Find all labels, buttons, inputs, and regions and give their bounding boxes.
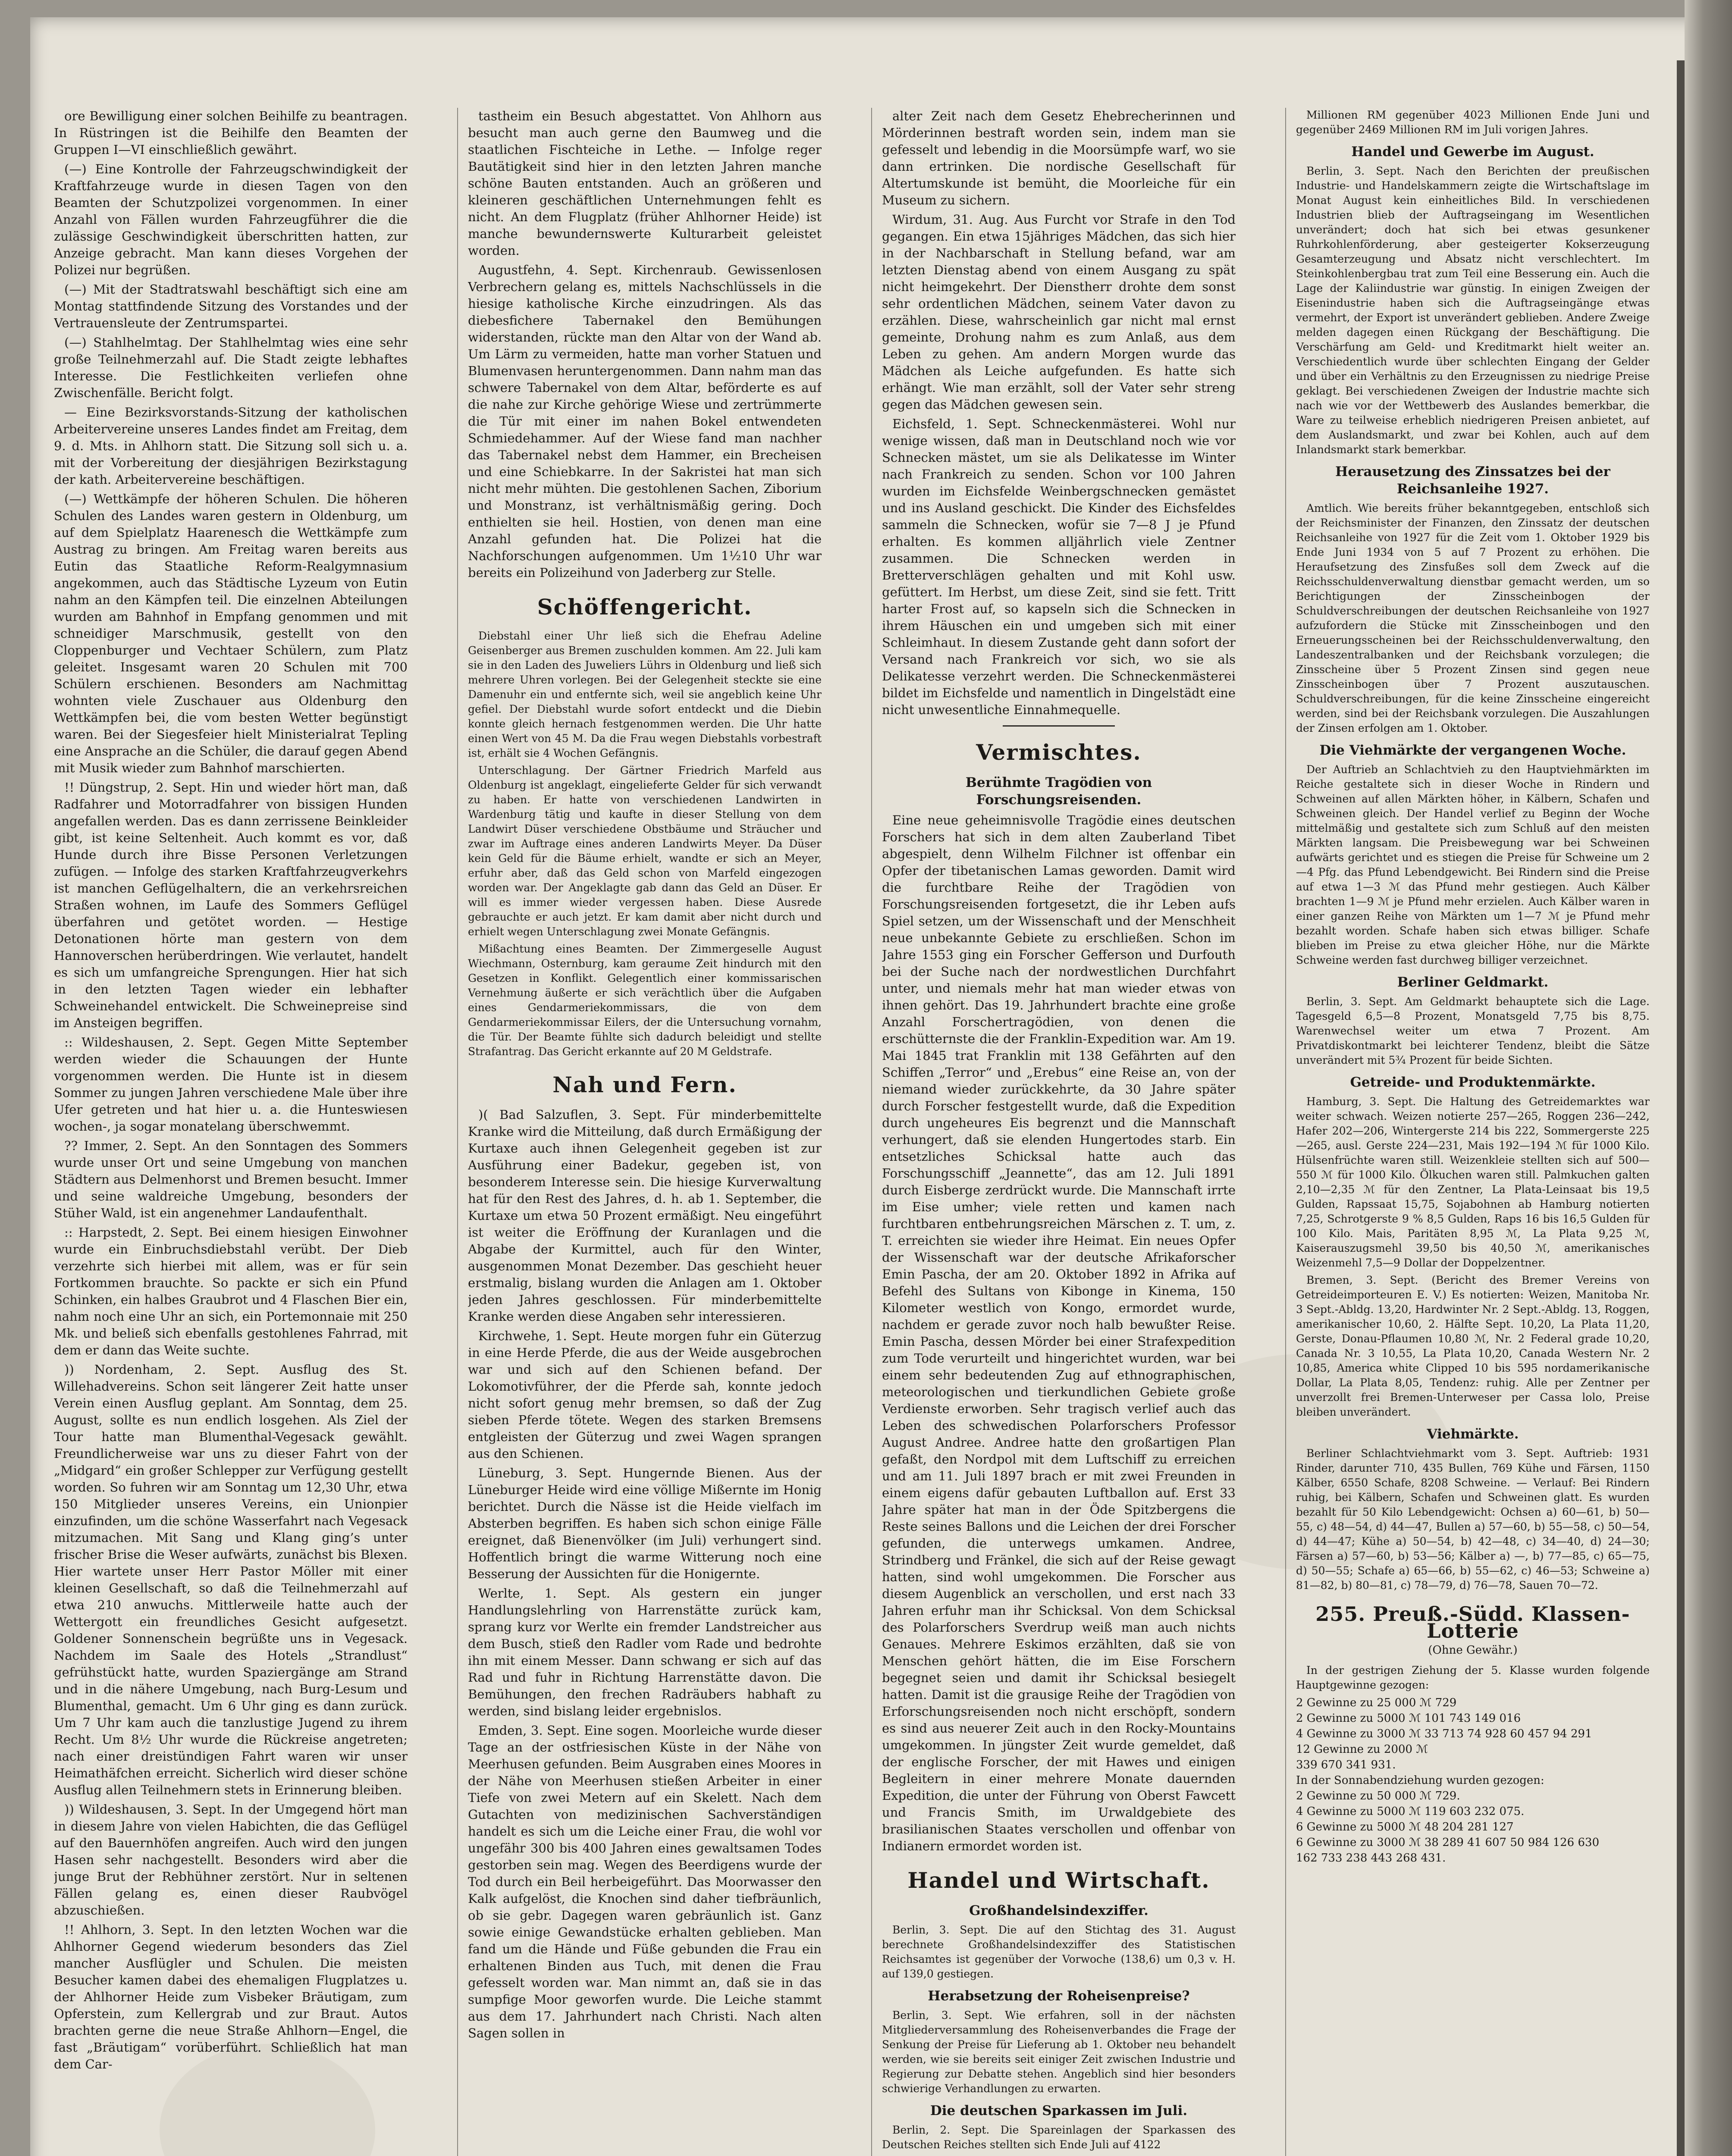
article-paragraph: (—) Stahlhelmtag. Der Stahlhelmtag wies eine sehr große Teilnehmerzahl auf. Die Stadt zeigte lebhaftes Interesse. Die Festlichkeiten verliefen ohne Zwischenfälle. Bericht folgt.	[54, 335, 408, 400]
lottery-disclaimer: (Ohne Gewähr.)	[1428, 1644, 1518, 1657]
article-paragraph: Berliner Schlachtviehmarkt vom 3. Sept. Auftrieb: 1931 Rinder, darunter 710, 435 Bullen, 769 Kühe und Färsen, 1150 Kälber, 6550 Schafe, 8208 Schweine. — Verlauf: Bei Rindern ruhig, bei Kälbern, Schafen und Schweinen glatt. Es wurden bezahlt für 50 Kilo Lebendgewicht: Ochsen a) 60—61, b) 50—55, c) 48—54, d) 44—47, Bullen a) 57—60, b) 55—58, c) 50—54, d) 44—47; Kühe a) 50—54, b) 42—48, c) 34—40, d) 24—30; Färsen a) 57—60, b) 53—56; Kälber a) —, b) 77—85, c) 65—75, d) 50—55; Schafe a) 65—66, b) 55—62, c) 46—53; Schweine a) 81—82, b) 80—81, c) 78—79, d) 76—78, Sauen 70—72.	[1296, 1447, 1650, 1592]
article-paragraph: ore Bewilligung einer solchen Beihilfe zu beantragen. In Rüstringen ist die Beihilfe den Beamten der Gruppen I—VI einschließlich gewährt.	[54, 109, 408, 157]
section-divider	[1003, 725, 1115, 727]
page-gutter	[1677, 60, 1685, 2156]
article-paragraph: Eichsfeld, 1. Sept. Schneckenmästerei. Wohl nur wenige wissen, daß man in Deutschland noch wie vor Schnecken mästet, um sie als Delikatesse im Winter nach Frankreich zu senden. Schon vor 100 Jahren wurden im Eichsfelde Weinbergschnecken gemästet und ins Ausland geschickt. Die Kinder des Eichsfeldes sammeln die Schnecken, wofür sie 7—8 J je Pfund erhalten. Es kommen alljährlich viele Zentner zusammen. Die Schnecken werden in Bretterverschlägen gehalten und mit Kohl usw. gefüttert. Im Herbst, um diese Zeit, sind sie fett. Tritt harter Frost auf, so kapseln sich die Schnecken in ihrem Häuschen ein und umgeben sich mit einer Schleimhaut. In diesem Zustande geht dann sofort der Versand nach Frankreich vor sich, wo sie als Delikatesse verzehrt werden. Die Schneckenmästerei bildet im Eichsfelde und namentlich in Dingelstädt eine nicht unwesentliche Einnahmequelle.	[882, 417, 1236, 717]
article-paragraph: Berlin, 2. Sept. Die Spareinlagen der Sparkassen des Deutschen Reiches stellten sich Ende Juli auf 4122	[882, 2124, 1236, 2151]
lottery-line: 2 Gewinne zu 5000 ℳ 101 743 149 016	[1296, 1712, 1521, 1725]
article-subheading: Die Viehmärkte der vergangenen Woche.	[1319, 743, 1626, 758]
lottery-line: In der Sonnabendziehung wurden gezogen:	[1296, 1774, 1544, 1787]
article-paragraph: Wirdum, 31. Aug. Aus Furcht vor Strafe in den Tod gegangen. Ein etwa 15jähriges Mädchen, das sich hier in der Nachbarschaft in Stellung befand, war am letzten Dienstag abend von einem Ausgang zu spät nicht heimgekehrt. Der Dienstherr drohte dem sonst sehr ordentlichen Mädchen, seinem Vater davon zu erzählen. Diese, wahrscheinlich gar nicht mal ernst gemeinte, Drohung nahm es zum Anlaß, aus dem Leben zu gehen. Am andern Morgen wurde das Mädchen als Leiche aufgefunden. Es hatte sich erhängt. Wie man erzählt, soll der Vater sehr streng gegen das Mädchen gewesen sein.	[882, 212, 1236, 412]
column-rule	[1285, 108, 1286, 2156]
article-paragraph: Bremen, 3. Sept. (Bericht des Bremer Vereins von Getreideimporteuren E. V.) Es notierten: Weizen, Manitoba Nr. 3 Sept.-Abldg. 13,20, Hardwinter Nr. 2 Sept.-Abldg. 13, Roggen, amerikanischer 10,60, 2. Hälfte Sept. 10,20, La Plata 11,20, Gerste, Donau-Pflaumen 10,80 ℳ, Nr. 2 Federal grade 10,20, Canada Nr. 3 10,55, La Plata 10,20, Canada Western Nr. 2 10,85, America white Clipped 10 bis 595 nordamerikanische Dollar, La Plata 8,05, Tendenz: ruhig. Alle per Zentner per unverzollt frei Bremen-Unterweser per Cassa lolo, Preise bleiben unverändert.	[1296, 1274, 1650, 1418]
article-paragraph: :: Harpstedt, 2. Sept. Bei einem hiesigen Einwohner wurde ein Einbruchsdiebstahl verübt. Der Dieb verzehrte sich hierbei mit allem, was er für sein Fortkommen brauchte. So packte er sich ein Pfund Schinken, ein halbes Graubrot und 4 Flaschen Bier ein, nahm noch eine Uhr an sich, ein Portemonnaie mit 250 Mk. und beließ sich ebenfalls gestohlenes Fahrrad, mit dem er dann das Weite suchte.	[54, 1225, 408, 1357]
article-subheading: Herausetzung des Zinssatzes bei der Reichsanleihe 1927.	[1335, 464, 1610, 497]
article-subheading: Berliner Geldmarkt.	[1397, 975, 1549, 990]
lottery-intro: In der gestrigen Ziehung der 5. Klasse wurden folgende Hauptgewinne gezogen:	[1296, 1664, 1650, 1691]
article-paragraph: alter Zeit nach dem Gesetz Ehebrecherinnen und Mörderinnen bestraft worden sein, indem man sie gefesselt und lebendig in die Moorsümpfe warf, wo sie dann ertrinken. Die nordische Gesellschaft für Altertumskunde ist bemüht, die Moorleiche für ein Museum zu sichern.	[882, 109, 1236, 207]
article-paragraph: Berlin, 3. Sept. Wie erfahren, soll in der nächsten Mitgliederversammlung des Roheisenverbandes die Frage der Senkung der Preise für Lieferung ab 1. Oktober neu behandelt werden, wie sie bereits seit einiger Zeit zwischen Industrie und Regierung zur Debatte stehen. Angeblich sind hier besonders schwierige Verhandlungen zu erwarten.	[882, 2009, 1236, 2095]
article-paragraph: Millionen RM gegenüber 4023 Millionen Ende Juni und gegenüber 2469 Millionen RM im Juli vorigen Jahres.	[1296, 109, 1650, 136]
article-paragraph: — Eine Bezirksvorstands-Sitzung der katholischen Arbeitervereine unseres Landes findet am Freitag, dem 9. d. Mts. in Ahlhorn statt. Die Sitzung soll sich u. a. mit der Vorbereitung der diesjährigen Bezirkstagung der kath. Arbeitervereine beschäftigen.	[54, 405, 408, 487]
column-2	[468, 108, 822, 2156]
page-edge	[1685, 0, 1732, 2156]
article-paragraph: )( Bad Salzuflen, 3. Sept. Für minderbemittelte Kranke wird die Mitteilung, daß durch Ermäßigung der Kurtaxe auch ihnen Gelegenheit gegeben ist zur Ausführung einer Badekur, gegeben ist, von besonderem Interesse sein. Die hiesige Kurverwaltung hat für den Rest des Jahres, d. h. ab 1. September, die Kurtaxe um etwa 50 Prozent ermäßigt. Neu eingeführt ist weiter die Eröffnung der Kuranlagen und die Abgabe der Kurmittel, auch für den Winter, ausgenommen Monat Dezember. Das geschieht heuer erstmalig, bislang wurden die Anlagen am 1. Oktober jeden Jahres geschlossen. Für minderbemittelte Kranke werden diese Angaben sehr interessieren.	[468, 1107, 822, 1324]
column-rule	[871, 108, 872, 2156]
article-paragraph: Hamburg, 3. Sept. Die Haltung des Getreidemarktes war weiter schwach. Weizen notierte 257—265, Roggen 236—242, Hafer 202—206, Wintergerste 214 bis 222, Sommergerste 225—265, ausl. Gerste 224—231, Mais 192—194 ℳ für 1000 Kilo. Hülsenfrüchte waren still. Weizenkleie stellten sich auf 500—550 ℳ für 1000 Kilo. Ölkuchen waren still. Palmkuchen galten 2,10—2,35 ℳ für den Zentner, La Plata-Leinsaat bis 19,5 Gulden, Rapssaat 15,75, Sojabohnen ab Hamburg notierten 7,25, Schrotgerste 9 % 8,5 Gulden, Raps 16 bis 16,5 Gulden für 100 Kilo. Mais, Paritäten 8,95 ℳ, La Plata 9,25 ℳ, Kaiserauszugsmehl 39,50 bis 40,50 ℳ, amerikanisches Weizenmehl 7,5—9 Dollar der Doppelzentner.	[1296, 1095, 1650, 1269]
court-report: Unterschlagung. Der Gärtner Friedrich Marfeld aus Oldenburg ist angeklagt, eingelieferte Gelder für sich verwandt zu haben. Er hatte von verschiedenen Landwirten in Wardenburg tätig und kaufte in dieser Stellung von dem Landwirt Düser verschiedene Obstbäume und Sträucher und zwar im Auftrage eines anderen Landwirts Meyer. Da Düser kein Geld für die Bäume erhielt, wandte er sich an Meyer, erfuhr aber, daß das Geld schon von Marfeld eingezogen worden war. Der Angeklagte gab dann das Geld an Düser. Er will es immer wieder vergessen haben. Diese Ausrede gebrauchte er auch jetzt. Er kam damit aber nicht durch und erhielt wegen Unterschlagung zwei Monate Gefängnis.	[468, 764, 822, 938]
column-1	[54, 108, 408, 2156]
article-paragraph: )) Nordenham, 2. Sept. Ausflug des St. Willehadvereins. Schon seit längerer Zeit hatte unser Verein einen Ausflug geplant. Am Sonntag, dem 25. August, sollte es nun endlich losgehen. Als Ziel der Tour hatte man Blumenthal-Vegesack gewählt. Freundlicherweise war uns zu dieser Fahrt von der „Midgard“ ein großer Schlepper zur Verfügung gestellt worden. So fuhren wir am Sonntag um 12,30 Uhr, etwa 150 Mitglieder unseres Vereins, ein Unionpier einzufinden, um die schöne Wasserfahrt nach Vegesack mitzumachen. Mit Sang und Klang ging’s unter frischer Brise die Weser aufwärts, zunächst bis Blexen. Hier wartete unser Herr Pastor Möller mit einer kleinen Gesellschaft, so daß die Teilnehmerzahl auf etwa 210 anwuchs. Mittlerweile hatte auch der Wettergott ein freundliches Gesicht aufgesetzt. Goldener Sonnenschein begrüßte uns in Vegesack. Nachdem im Saale des Hotels „Strandlust“ gefrühstückt hatte, wurden Spaziergänge am Strand und in die nähere Umgebung, nach Burg-Lesum und Blumenthal, gemacht. Um 6 Uhr ging es dann zurück. Um 7 Uhr kam auch die tanzlustige Jugend zu ihrem Recht. Um 8½ Uhr wurde die Rückreise angetreten; nach einer dreistündigen Fahrt waren wir unser Heimathäfchen erreicht. Sicherlich wird dieser schöne Ausflug allen Teilnehmern stets in Erinnerung bleiben.	[54, 1362, 408, 1797]
article-paragraph: Der Auftrieb an Schlachtvieh zu den Hauptviehmärkten im Reiche gestaltete sich in dieser Woche in Rindern und Schweinen auf allen Märkten höher, in Kälbern, Schafen und Schweinen gleich. Der Handel verlief zu Beginn der Woche mittelmäßig und gestaltete sich zum Schluß auf den meisten Märkten langsam. Die Preisbewegung war bei Schweinen aufwärts gerichtet und es stiegen die Preise für Schweine um 2—4 Pfg. das Pfund Lebendgewicht. Bei Rindern sind die Preise auf etwa 1—3 ℳ das Pfund mehr gestiegen. Auch Kälber brachten 1—9 ℳ je Pfund mehr erzielen. Auch Kälber waren in einer ganzen Reihe von Märkten um 1—7 ℳ je Pfund mehr bezahlt worden. Schafe haben sich etwas billiger. Schafe blieben im Preise zu etwa gleicher Höhe, nur die Märkte Schweine werden fast durchweg billiger verzeichnet.	[1296, 763, 1650, 966]
lottery-line: 4 Gewinne zu 3000 ℳ 33 713 74 928 60 457 94 291	[1296, 1727, 1592, 1740]
article-paragraph: Berlin, 3. Sept. Nach den Berichten der preußischen Industrie- und Handelskammern zeigte die Wirtschaftslage im Monat August kein einheitliches Bild. In verschiedenen Industrien blieb der Auftragseingang im Wesentlichen unverändert; doch hat sich bei etwas gesunkener Ruhrkohlenförderung, aber gesteigerter Kokserzeugung Gesamterzeugung und Absatz nicht verschlechtert. Im Steinkohlenbergbau trat zum Teil eine Besserung ein. Auch die Lage der Kaliindustrie war günstig. In einigen Zweigen der Eisenindustrie haben sich die Auftragseingänge etwas vermehrt, der Export ist unverändert geblieben. Andere Zweige melden dagegen einen Rückgang der Beschäftigung. Die Verschärfung am Geld- und Kreditmarkt hielt weiter an. Verschiedentlich wurde über schlechten Eingang der Gelder und über ein Verhältnis zu den Erzeugnissen zu niedrige Preise geklagt. Bei verschiedenen Zweigen der Industrie machte sich nach wie vor der Wettbewerb des Auslandes bemerkbar, die Ware zu teilweise erheblich niedrigeren Preisen anbietet, auf dem Auslandsmarkt, und zwar bei Kohlen, auch auf dem Inlandsmarkt stark bemerkbar.	[1296, 165, 1650, 456]
column-rule	[457, 108, 458, 2156]
lottery-results	[1296, 1695, 1650, 1866]
article-paragraph: ?? Immer, 2. Sept. An den Sonntagen des Sommers wurde unser Ort und seine Umgebung von manchen Städtern aus Delmenhorst und Bremen besucht. Immer und seine waldreiche Umgebung, besonders der Stüher Wald, ist ein angenehmer Landaufenthalt.	[54, 1138, 408, 1220]
article-paragraph: Augustfehn, 4. Sept. Kirchenraub. Gewissenlosen Verbrechern gelang es, mittels Nachschlüssels in die hiesige katholische Kirche einzudringen. Als das diebesfichere Tabernakel den Bemühungen widerstanden, rückte man den Altar von der Wand ab. Um Lärm zu vermeiden, hatte man vorher Statuen und Blumenvasen heruntergenommen. Dann nahm man das schwere Tabernakel von dem Altar, beförderte es auf die nahe zur Kirche gehörige Wiese und zertrümmerte die Tür mit einer im nahen Bokel entwendeten Schmiedehammer. Auf der Wiese fand man nachher das Tabernakel nebst dem Hammer, ein Brecheisen und eine Schiebkarre. In der Sakristei hat man sich nicht mehr mühten. Die gestohlenen Sachen, Ziborium und Monstranz, ist verhältnismäßig gering. Doch enthielten sie heil. Hostien, von denen man eine Anzahl gefunden hat. Die Polizei hat die Nachforschungen aufgenommen. Um 1½10 Uhr war bereits ein Polizeihund von Jaderberg zur Stelle.	[468, 263, 822, 580]
section-heading-schoeffengericht: Schöffengericht.	[537, 594, 753, 620]
court-report: Mißachtung eines Beamten. Der Zimmergeselle August Wiechmann, Osternburg, kam geraume Zeit hindurch mit den Gesetzen in Konflikt. Gelegentlich einer kommissarischen Vernehmung äußerte er sich verächtlich über die Aufgaben eines Gendarmeriekommissars, die von dem Gendarmeriekommissar Eilers, der die Untersuchung vornahm, die Tür. Der Beamte fühlte sich dadurch beleidigt und stellte Strafantrag. Das Gericht erkannte auf 20 M Geldstrafe.	[468, 943, 822, 1058]
article-paragraph: Berlin, 3. Sept. Die auf den Stichtag des 31. August berechnete Großhandelsindexziffer des Statistischen Reichsamtes ist gegenüber der Vorwoche (138,6) um 0,3 v. H. auf 139,0 gestiegen.	[882, 1924, 1236, 1980]
article-subheading: Handel und Gewerbe im August.	[1351, 144, 1594, 160]
lottery-line: 6 Gewinne zu 5000 ℳ 48 204 281 127	[1296, 1821, 1514, 1833]
court-report: Diebstahl einer Uhr ließ sich die Ehefrau Adeline Geisenberger aus Bremen zuschulden kommen. Am 22. Juli kam sie in den Laden des Juweliers Lührs in Oldenburg und ließ sich mehrere Uhren vorlegen. Bei der Gelegenheit steckte sie eine Damenuhr ein und entfernte sich, weil sie angeblich keine Uhr gefiel. Der Diebstahl wurde sofort entdeckt und die Diebin konnte gleich hernach festgenommen werden. Die Uhr hatte einen Wert von 45 M. Da die Frau wegen Diebstahls vorbestraft ist, erhält sie 4 Wochen Gefängnis.	[468, 630, 822, 759]
article-paragraph: !! Ahlhorn, 3. Sept. In den letzten Wochen war die Ahlhorner Gegend wiederum besonders das Ziel mancher Ausflügler und Schulen. Die meisten Besucher kamen dabei des ehemaligen Flugplatzes u. der Ahlhorner Heide zum Visbeker Bräutigam, zum Opferstein, zum Kellergrab und zur Braut. Autos brachten gerne die neue Straße Ahlhorn—Engel, die fast „Bräutigam“ vorüberführt. Schließlich hat man dem Car-	[54, 1922, 408, 2071]
section-heading-handel: Handel und Wirtschaft.	[907, 1868, 1210, 1893]
article-paragraph: (—) Wettkämpfe der höheren Schulen. Die höheren Schulen des Landes waren gestern in Oldenburg, um auf dem Spielplatz Haarenesch die Wettkämpfe zum Austrag zu bringen. Am Freitag waren bereits aus Eutin das Staatliche Reform-Realgymnasium angekommen, auch das Städtische Lyzeum von Eutin nahm an den Kämpfen teil. Die einzelnen Abteilungen wurden am Bahnhof in Empfang genommen und mit schneidiger Marschmusik, gestellt von den Cloppenburger und Vechtaer Schülern, zum Platz geleitet. Insgesamt waren 20 Schulen mit 700 Schülern erschienen. Besonders am Nachmittag wohnten viele Zuschauer aus Oldenburg den Wettkämpfen bei, die vom besten Wetter begünstigt waren. Bei der Siegesfeier hielt Ministerialrat Tepling eine Ansprache an die Schüler, die darauf gegen Abend mit Musik wieder zum Bahnhof marschierten.	[54, 492, 408, 775]
article-paragraph: Werlte, 1. Sept. Als gestern ein junger Handlungslehrling von Harrenstätte zurück kam, sprang kurz vor Werlte ein fremder Landstreicher aus dem Busch, stieß den Radler vom Rade und bedrohte ihn mit einem Messer. Dann schwang er sich auf das Rad und fuhr in Richtung Harrenstätte davon. Die Bemühungen, den frechen Radräubers habhaft zu werden, sind bislang leider ergebnislos.	[468, 1586, 822, 1718]
article-paragraph: (—) Eine Kontrolle der Fahrzeugschwindigkeit der Kraftfahrzeuge wurde in diesen Tagen von den Beamten der Schutzpolizei vorgenommen. In einer Anzahl von Fällen wurden Fahrzeugführer die die zulässige Geschwindigkeit überschritten hatten, zur Anzeige gebracht. Man kann dieses Vorgehen der Polizei nur begrüßen.	[54, 162, 408, 277]
lottery-line: 6 Gewinne zu 3000 ℳ 38 289 41 607 50 984 126 630	[1296, 1836, 1600, 1849]
article-paragraph: (—) Mit der Stadtratswahl beschäftigt sich eine am Montag stattfindende Sitzung des Vorstandes und der Vertrauensleute der Zentrumspartei.	[54, 282, 408, 330]
section-heading-vermischtes: Vermischtes.	[976, 740, 1142, 765]
section-heading-nah-und-fern: Nah und Fern.	[552, 1072, 737, 1097]
article-paragraph: )) Wildeshausen, 3. Sept. In der Umgegend hört man in diesem Jahre von vielen Habichten, die das Geflügel auf den Bauernhöfen angreifen. Auch wird den jungen Hasen sehr nachgestellt. Besonders wird aber die junge Brut der Rebhühner zerstört. Nur in seltenen Fällen gelang es, einen dieser Raubvögel abzuschießen.	[54, 1802, 408, 1918]
lottery-line: 162 733 238 443 268 431.	[1296, 1852, 1446, 1865]
article-paragraph: Eine neue geheimnisvolle Tragödie eines deutschen Forschers hat sich in dem alten Zauberland Tibet abgespielt, denn Wilhelm Filchner ist offenbar ein Opfer der tibetanischen Lamas geworden. Damit wird die furchtbare Reihe der Tragödien von Forschungsreisenden fortgesetzt, die ihr Leben aufs Spiel setzen, um der Wissenschaft und der Menschheit neue unbekannte Gebiete zu erschließen. Schon im Jahre 1553 ging ein Forscher Gefferson und Durfouth bei der Suche nach der nordwestlichen Durchfahrt unter, und niemals mehr hat man wieder etwas von ihnen gehört. Das 19. Jahrhundert brachte eine große Anzahl Forschertragödien, von denen die erschütternste die der Franklin-Expedition war. Am 19. Mai 1845 trat Franklin mit 138 Gefährten auf den Schiffen „Terror“ und „Erebus“ eine Reise an, von der niemand wieder zurückkehrte, da 30 Jahre später durch Forscher festgestellt wurde, daß die Expedition durch ungeheures Eis begrenzt und die Mannschaft verhungert, daß sie elenden Hungertodes starb. Ein entsetzliches Schicksal hatte auch das Forschungsschiff „Jeannette“, das am 12. Juli 1891 durch Eisberge zerdrückt wurde. Die Mannschaft irrte im Eise umher; viele retten und kamen nach furchtbaren entbehrungsreichen Märschen z. T. um, z. T. erreichten sie wieder ihre Heimat. Ein neues Opfer der Wissenschaft war der deutsche Afrikaforscher Emin Pascha, der am 20. Oktober 1892 in Afrika auf Befehl des Sultans von Kibonge in Kinema, 150 Kilometer westlich von Kongo, ermordet wurde, nachdem er gerade zuvor noch halb bewußter Reise. Emin Pascha, dessen Mörder bei einer Strafexpedition zum Tode verurteilt und hingerichtet wurden, war bei einem sehr bedeutenden Zug auf ethnographischen, meteorologischen und tierkundlichen Gebiete große Verdienste erworben. Sehr tragisch verlief auch das Leben des schwedischen Polarforschers Professor August Andree. Andree hatte den großartigen Plan gefaßt, den Nordpol mit dem Luftschiff zu erreichen und am 11. Juli 1897 brach er mit zwei Freunden in einem eigens dafür gebauten Luftballon auf. Erst 33 Jahre später hat man in der Öde Spitzbergens die Reste seines Ballons und die Leichen der drei Forscher gefunden, die unterwegs umkamen. Andree, Strindberg und Fränkel, die sich auf der Reise gewagt hatten, sind wohl umgekommen. Die Forscher aus diesem Augenblick an verschollen, und erst nach 33 Jahren erfuhr man ihr Schicksal. Von dem Schicksal des Polarforschers Sverdrup weiß man auch nichts Genaues. Mehrere Eskimos erzählten, daß sie von Menschen gehört hätten, die im Eise Forschern begegnet seien und damit ihr Schicksal besiegelt hatten. Damit ist die grausige Reihe der Tragödien von Erforschungsreisenden noch nicht erschöpft, sondern es sind aus neuerer Zeit auch in den Rocky-Mountains umgekommen. In jüngster Zeit wurde gemeldet, daß der englische Forscher, der mit Hawes und einigen Begleitern in einer mehrere Monate dauernden Expedition, die unter der Führung von Oberst Fawcett und Francis Smith, im Urwaldgebiete des brasilianischen Staates verschollen und offenbar von Indianern ermordet worden ist.	[882, 813, 1236, 1853]
article-subheading: Die deutschen Sparkassen im Juli.	[930, 2103, 1188, 2118]
article-paragraph: :: Wildeshausen, 2. Sept. Gegen Mitte September werden wieder die Schauungen der Hunte vorgenommen werden. Die Hunte ist in diesem Sommer zu jungen Jahren verschiedene Male über ihre Ufer getreten und hat hier u. a. die Hunteswiesen wochen-, ja sogar monatelang überschwemmt.	[54, 1035, 408, 1134]
article-paragraph: Berlin, 3. Sept. Am Geldmarkt behauptete sich die Lage. Tagesgeld 6,5—8 Prozent, Monatsgeld 7,75 bis 8,75. Warenwechsel weiter um etwa 7 Prozent. Am Privatdiskontmarkt bei leichterer Tendenz, bleibt die Sätze unverändert mit 5¾ Prozent für beide Sichten.	[1296, 995, 1650, 1066]
article-subheading: Viehmärkte.	[1427, 1426, 1519, 1442]
lottery-line: 339 670 341 931.	[1296, 1758, 1396, 1771]
article-paragraph: tastheim ein Besuch abgestattet. Von Ahlhorn aus besucht man auch gerne den Baumweg und die staatlichen Fischteiche in Lethe. — Infolge reger Bautätigkeit sind hier in den letzten Jahren manche schöne Bauten entstanden. Auch an größeren und kleineren geschäftlichen Unternehmungen fehlt es nicht. An dem Flugplatz (früher Ahlhorner Heide) ist manche bewundernswerte Kulturarbeit geleistet worden.	[468, 109, 822, 258]
lottery-line: 2 Gewinne zu 50 000 ℳ 729.	[1296, 1789, 1460, 1802]
article-paragraph: Kirchwehe, 1. Sept. Heute morgen fuhr ein Güterzug in eine Herde Pferde, die aus der Weide ausgebrochen war und sich auf den Schienen befand. Der Lokomotivführer, der die Pferde sah, konnte jedoch nicht sofort genug mehr bremsen, so daß der Zug sieben Pferde tötete. Wegen des starken Bremsens entgleisten der Güterzug und zwei Wagen sprangen aus den Schienen.	[468, 1329, 822, 1461]
article-subheading: Berühmte Tragödien von Forschungsreisenden.	[965, 775, 1152, 808]
article-paragraph: Emden, 3. Sept. Eine sogen. Moorleiche wurde dieser Tage an der ostfriesischen Küste in der Nähe von Meerhusen gefunden. Beim Ausgraben eines Moores in der Nähe von Meerhusen stießen Arbeiter in einer Tiefe von zwei Metern auf ein Skelett. Nach dem Gutachten von medizinischen Sachverständigen handelt es sich um die Leiche einer Frau, die wohl vor ungefähr 300 bis 400 Jahren eines gewaltsamen Todes gestorben sein mag. Wegen des Beerdigens wurde der Tod durch ein Beil herbeigeführt. Das Moorwasser den Kalk aufgelöst, die Knochen sind daher tiefbräunlich, ob sie gebr. Dagegen waren gebräunlich ist. Ganz sowie einige Gewandstücke erhalten geblieben. Man fand um die Hände und Füße gebunden die Frau ein erhaltenen Binden aus Tuch, mit denen die Frau gefesselt worden war. Man nimmt an, daß sie in das sumpfige Moor geworfen wurde. Die Leiche stammt aus dem 17. Jahrhundert nach Christi. Nach alten Sagen sollen in	[468, 1723, 822, 2040]
column-3	[882, 108, 1236, 2156]
lottery-line: 12 Gewinne zu 2000 ℳ	[1296, 1743, 1428, 1756]
article-subheading: Großhandelsindexziffer.	[969, 1903, 1148, 1918]
lottery-heading: 255. Preuß.-Südd. Klassen-Lotterie	[1315, 1602, 1630, 1642]
article-paragraph: Lüneburg, 3. Sept. Hungernde Bienen. Aus der Lüneburger Heide wird eine völlige Mißernte im Honig berichtet. Durch die Nässe ist die Heide vielfach im Absterben begriffen. Es haben sich schon einige Fälle ereignet, daß Bienenvölker (im Juli) verhungert sind. Hoffentlich bringt die warme Witterung noch eine Besserung der Aussichten für die Honigernte.	[468, 1466, 822, 1581]
lottery-line: 4 Gewinne zu 5000 ℳ 119 603 232 075.	[1296, 1805, 1525, 1818]
lottery-line: 2 Gewinne zu 25 000 ℳ 729	[1296, 1696, 1457, 1709]
article-subheading: Getreide- und Produktenmärkte.	[1350, 1075, 1596, 1090]
article-subheading: Herabsetzung der Roheisenpreise?	[928, 1988, 1190, 2004]
article-paragraph: !! Düngstrup, 2. Sept. Hin und wieder hört man, daß Radfahrer und Motorradfahrer von bissigen Hunden angefallen werden. Das es dann zerrissene Beinkleider gibt, ist keine Seltenheit. Auch kommt es vor, daß Hunde durch ihre Bisse Personen Verletzungen zufügen. — Infolge des starken Kraftfahrzeugverkehrs ist manchen Geflügelhaltern, die an verkehrsreichen Straßen wohnen, im Laufe des Sommers Geflügel überfahren und getötet worden. — Hestige Detonationen hörte man gestern von dem Hannoverschen herüberdringen. Wie verlautet, handelt es sich um umfangreiche Sprengungen. Hier hat sich in den letzten Tagen wieder ein lebhafter Schweinehandel entwickelt. Die Schweinepreise sind im Ansteigen begriffen.	[54, 780, 408, 1030]
article-paragraph: Amtlich. Wie bereits früher bekanntgegeben, entschloß sich der Reichsminister der Finanzen, den Zinssatz der deutschen Reichsanleihe von 1927 für die Zeit vom 1. Oktober 1929 bis Ende Juni 1934 von 5 auf 7 Prozent zu erhöhen. Die Heraufsetzung des Zinsfußes soll dem Zweck auf die Reichsschuldenverwaltung dienstbar gemacht werden, um so Berichtigungen der Zinsscheinbogen der Schuldverschreibungen der deutschen Reichsanleihe von 1927 aufzufordern die Stücke mit Zinsscheinbogen und den Erneuerungsscheinen bei der Reichsschuldenverwaltung, den Landeszentralbanken und der Reichsbank vorzulegen; die Zinsscheine über 5 Prozent Zinsen sind gegen neue Zinsscheinbogen über 7 Prozent auszutauschen. Schuldverschreibungen, für die keine Zinsscheine eingereicht werden, sind bei der Reichsbank vorzulegen. Die Auszahlungen der Zinsen erfolgen am 1. Oktober.	[1296, 502, 1650, 734]
column-4	[1296, 108, 1650, 2156]
